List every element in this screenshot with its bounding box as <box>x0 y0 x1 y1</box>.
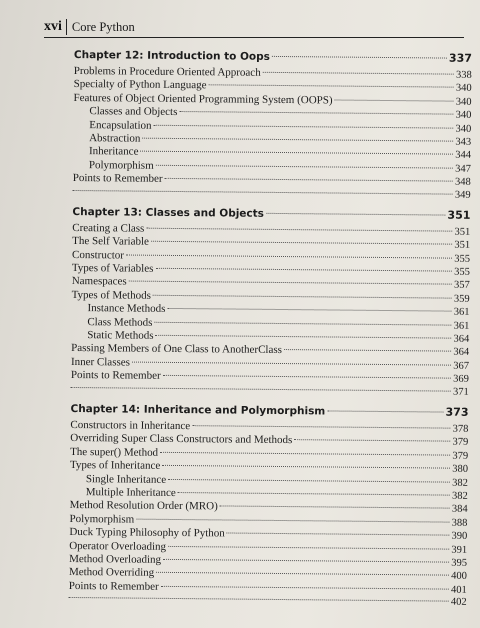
dot-leader <box>71 387 451 392</box>
dot-leader <box>156 165 453 169</box>
dot-leader <box>136 518 449 522</box>
dot-leader <box>161 586 449 590</box>
entry-title: Constructor <box>71 248 125 262</box>
dot-leader <box>126 254 452 258</box>
dot-leader <box>192 425 450 428</box>
entry-page-number: 340 <box>455 109 472 121</box>
dot-leader <box>263 72 454 75</box>
entry-page-number: 361 <box>453 320 470 332</box>
entry-page-number: 361 <box>453 306 470 319</box>
dot-leader <box>154 124 454 128</box>
entry-title: Types of Inheritance <box>69 459 161 473</box>
entry-title: Single Inheritance <box>85 472 167 486</box>
toc-entry <box>73 186 471 203</box>
entry-title: Polymorphism <box>88 158 154 172</box>
dot-leader <box>294 440 450 442</box>
dot-leader <box>327 410 443 412</box>
dot-leader <box>284 349 451 352</box>
entry-title: Class Methods <box>87 315 153 329</box>
entry-title: Specialty of Python Language <box>73 78 207 92</box>
chapter-title: Chapter 12: Introduction to Oops <box>73 48 270 63</box>
entry-page-number: 401 <box>451 584 467 596</box>
dot-leader <box>266 213 446 216</box>
entry-page-number: 388 <box>451 517 468 529</box>
entry-title: Types of Variables <box>71 262 154 275</box>
entry-title: Polymorphism <box>69 512 135 526</box>
entry-page-number: 378 <box>452 423 469 435</box>
dot-leader <box>179 111 453 115</box>
entry-page-number: 382 <box>452 477 468 489</box>
dot-leader <box>153 295 452 299</box>
dot-leader <box>142 138 453 142</box>
entry-title: Inner Classes <box>70 355 131 369</box>
entry-page-number: 351 <box>454 239 471 252</box>
table-of-contents <box>69 48 472 616</box>
dot-leader <box>209 85 454 88</box>
entry-title: The super() Method <box>70 445 159 459</box>
chapter-title: Chapter 14: Inheritance and Polymorphism <box>70 402 326 418</box>
entry-page-number: 351 <box>454 226 471 238</box>
dot-leader <box>69 597 449 602</box>
entry-page-number: 369 <box>453 373 469 386</box>
running-header <box>44 14 464 38</box>
entry-title: Points to Remember <box>70 369 161 383</box>
chapter-section <box>69 402 469 610</box>
entry-page-number: 348 <box>454 176 471 188</box>
entry-title: Method Overloading <box>69 552 162 566</box>
entry-page-number: 400 <box>451 570 467 583</box>
dot-leader <box>165 178 453 182</box>
dot-leader <box>220 506 450 509</box>
dot-leader <box>151 241 452 245</box>
entry-page-number: 344 <box>455 150 472 162</box>
page-number: xvi <box>44 19 67 35</box>
entry-title: Classes and Objects <box>89 105 178 119</box>
entry-title: Method Resolution Order (MRO) <box>69 499 218 513</box>
entry-page-number: 367 <box>453 360 470 372</box>
entry-title: Points to Remember <box>68 579 159 593</box>
entry-page-number: 340 <box>455 96 472 108</box>
book-title: Core Python <box>71 20 135 34</box>
entry-page-number: 384 <box>451 503 468 516</box>
dot-leader <box>167 308 451 312</box>
dot-leader <box>227 533 450 536</box>
entry-page-number: 355 <box>454 253 471 265</box>
entry-title: Passing Members of One Class to AnotherClass <box>71 342 282 357</box>
dot-leader <box>163 375 451 379</box>
entry-page-number: 379 <box>452 450 469 462</box>
dot-leader <box>154 321 451 325</box>
entry-page-number: 340 <box>455 83 472 95</box>
entry-page-number: 357 <box>453 280 470 292</box>
toc-entry <box>69 593 467 610</box>
dot-leader <box>132 361 451 365</box>
dot-leader <box>156 335 452 339</box>
entry-page-number: 347 <box>455 163 471 175</box>
dot-leader <box>272 56 447 59</box>
entry-page-number: 355 <box>454 266 470 278</box>
dot-leader <box>162 465 450 469</box>
dot-leader <box>146 228 452 232</box>
entry-page-number: 390 <box>451 530 468 542</box>
dot-leader <box>168 478 450 482</box>
entry-title: Constructors in Inheritance <box>70 418 191 433</box>
dot-leader <box>73 190 453 195</box>
entry-page-number: 359 <box>453 293 470 305</box>
chapter-section <box>73 48 472 203</box>
dot-leader <box>178 492 450 496</box>
entry-page-number: 349 <box>454 189 471 201</box>
entry-page-number: 340 <box>455 123 472 135</box>
chapter-page-number: 337 <box>448 51 472 65</box>
entry-title: Operator Overloading <box>69 539 167 553</box>
dot-leader <box>140 151 453 155</box>
chapter-page-number: 351 <box>447 208 471 222</box>
entry-title: Namespaces <box>71 275 127 288</box>
entry-title: Overriding Super Class Constructors and Methods <box>70 432 293 447</box>
entry-page-number: 338 <box>455 69 472 81</box>
entry-title: Inheritance <box>88 145 139 158</box>
entry-title: The Self Variable <box>72 235 149 249</box>
entry-title: Static Methods <box>87 329 154 342</box>
entry-title: Abstraction <box>89 132 141 145</box>
entry-page-number: 382 <box>451 490 468 502</box>
dot-leader <box>160 452 450 456</box>
dot-leader <box>168 545 449 549</box>
entry-page-number: 343 <box>455 136 472 148</box>
entry-title: Problems in Procedure Oriented Approach <box>73 64 261 79</box>
dot-leader <box>129 281 452 285</box>
entry-title: Creating a Class <box>72 221 145 235</box>
entry-page-number: 380 <box>452 463 469 475</box>
entry-page-number: 391 <box>451 544 468 556</box>
entry-page-number: 364 <box>453 333 470 345</box>
chapter-section <box>71 205 471 400</box>
entry-page-number: 402 <box>450 596 467 608</box>
entry-title: Instance Methods <box>87 302 166 316</box>
entry-page-number: 379 <box>452 437 469 449</box>
entry-title: Encapsulation <box>89 118 152 132</box>
dot-leader <box>155 268 452 272</box>
toc-entry <box>71 383 469 400</box>
chapter-title: Chapter 13: Classes and Objects <box>72 205 265 220</box>
entry-page-number: 364 <box>453 347 470 359</box>
entry-title: Features of Object Oriented Programming System (OOPS) <box>73 91 333 107</box>
dot-leader <box>156 572 449 576</box>
entry-page-number: 371 <box>452 386 469 398</box>
dot-leader <box>335 99 454 101</box>
entry-title: Multiple Inheritance <box>85 486 176 499</box>
entry-title: Duck Typing Philosophy of Python <box>69 526 225 540</box>
entry-title: Method Overriding <box>68 566 155 580</box>
dot-leader <box>163 559 449 563</box>
entry-page-number: 395 <box>451 557 468 569</box>
entry-title: Types of Methods <box>71 288 151 302</box>
chapter-page-number: 373 <box>445 405 469 419</box>
entry-title: Points to Remember <box>72 172 163 185</box>
